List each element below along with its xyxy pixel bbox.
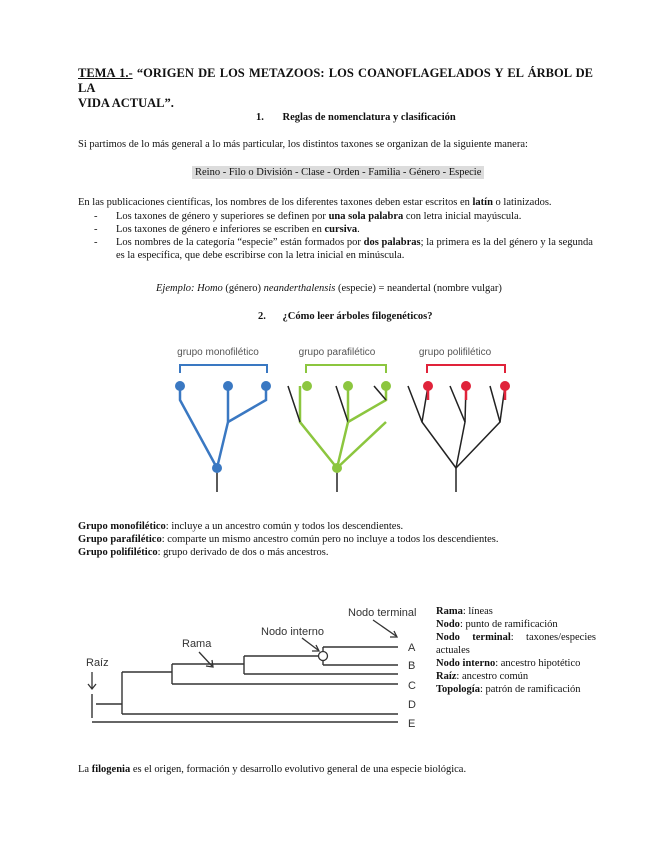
- example-rest: (especie) = neandertal (nombre vulgar): [335, 283, 502, 294]
- bullet-text: con letra inicial mayúscula.: [403, 211, 522, 222]
- internal-node-marker: [319, 652, 328, 661]
- title-line1: “ORIGEN DE LOS METAZOOS: LOS COANOFLAGELADOS Y EL ÁRBOL DE LA: [78, 66, 593, 95]
- poly-bracket: [427, 365, 505, 373]
- definition-text: : comparte un mismo ancestro común pero no incluye a todos los descendientes.: [161, 534, 499, 545]
- legend-text: : patrón de ramificación: [479, 684, 581, 695]
- section2-number: 2.: [258, 311, 266, 322]
- list-item: [78, 210, 593, 223]
- taxon-e: E: [408, 718, 416, 730]
- cladogram-figure: [78, 600, 428, 730]
- phylo-groups-figure: [160, 340, 530, 500]
- legend-text: : líneas: [462, 606, 493, 617]
- legend-item: [436, 670, 596, 683]
- internal-node-label: Nodo interno: [261, 626, 324, 638]
- definition-item: [78, 520, 593, 533]
- legend-text: : taxones/especies actuales: [436, 632, 596, 656]
- legend-term: Nodo terminal: [436, 632, 511, 643]
- bullet-text: Los nombres de la categoría “especie” están formados por: [116, 237, 364, 248]
- section1-heading: [256, 112, 456, 123]
- bullet-bold: dos palabras: [363, 237, 421, 248]
- section1-number: 1.: [256, 112, 264, 123]
- para-label: grupo parafilético: [298, 347, 376, 358]
- bullet-text: Los taxones de género e inferiores se escriben en: [116, 224, 325, 235]
- phylogeny-definition: [78, 763, 593, 776]
- legend-item: [436, 631, 596, 657]
- poly-nodes: [423, 381, 510, 391]
- publications-paragraph: [78, 196, 593, 209]
- pub-text-b: o latinizados.: [492, 197, 552, 208]
- example-species: neanderthalensis: [263, 283, 336, 294]
- bullet-text: .: [357, 224, 360, 235]
- bullet-dash: -: [94, 224, 98, 235]
- definition-text: : incluye a un ancestro común y todos los descendientes.: [165, 521, 404, 532]
- mono-tree: [180, 386, 266, 492]
- list-item: [78, 236, 593, 262]
- legend-term: Raíz: [436, 671, 457, 682]
- definition-item: [78, 533, 593, 546]
- branch-label: Rama: [182, 638, 212, 650]
- mono-bracket: [180, 365, 267, 373]
- section2-heading: [258, 311, 432, 322]
- definition-term: Grupo parafilético: [78, 534, 162, 545]
- legend-term: Nodo interno: [436, 658, 496, 669]
- para-bracket: [306, 365, 386, 373]
- legend-term: Topología: [436, 684, 480, 695]
- pub-text-a: En las publicaciones científicas, los nombres de los diferentes taxones deben estar escritos en: [78, 197, 473, 208]
- definition-text: : grupo derivado de dos o más ancestros.: [157, 547, 329, 558]
- cladogram-arrows: [88, 620, 397, 689]
- hierarchy-text: Reino - Filo o División - Clase - Orden - Familia - Género - Especie: [192, 166, 484, 179]
- title-line2: VIDA ACTUAL”.: [78, 96, 174, 110]
- cladogram-branches: [92, 647, 398, 722]
- legend-text: : ancestro hipotético: [495, 658, 581, 669]
- footer-bold: filogenia: [91, 764, 131, 775]
- terminal-node-label: Nodo terminal: [348, 607, 417, 619]
- taxon-a: A: [408, 642, 416, 654]
- bullet-dash: -: [94, 211, 98, 222]
- mono-label: grupo monofilético: [177, 347, 259, 358]
- para-tree: [288, 386, 386, 492]
- root-label: Raíz: [86, 657, 109, 669]
- bullet-dash: -: [94, 237, 98, 248]
- section2-title: ¿Cómo leer árboles filogenéticos?: [282, 311, 433, 322]
- definition-item: [78, 546, 593, 559]
- legend-item: [436, 683, 596, 696]
- taxon-b: B: [408, 660, 416, 672]
- taxonomy-hierarchy: [192, 166, 484, 179]
- list-item: [78, 223, 593, 236]
- legend-term: Nodo: [436, 619, 460, 630]
- legend-term: Rama: [436, 606, 463, 617]
- mono-nodes: [175, 381, 271, 473]
- pub-text-bold: latín: [472, 197, 493, 208]
- legend-item: [436, 657, 596, 670]
- taxon-c: C: [408, 680, 416, 692]
- bullet-bold: una sola palabra: [328, 211, 404, 222]
- definition-term: Grupo polifilético: [78, 547, 158, 558]
- footer-text-b: es el origen, formación y desarrollo evolutivo general de una especie biológica.: [130, 764, 467, 775]
- example-line: [156, 282, 502, 295]
- bullet-text: Los taxones de género y superiores se definen por: [116, 211, 329, 222]
- cladogram-legend: [436, 605, 596, 696]
- legend-text: : ancestro común: [456, 671, 529, 682]
- taxon-d: D: [408, 699, 416, 711]
- rules-list: [78, 210, 593, 262]
- example-label: Ejemplo: Homo: [156, 283, 223, 294]
- example-genus: (género): [222, 283, 264, 294]
- bullet-text: ; la primera es la del género y la segunda es la específica, que debe escribirse con la letra inicial en minúscula.: [116, 237, 593, 261]
- legend-item: [436, 618, 596, 631]
- group-definitions: [78, 520, 593, 559]
- poly-tree: [408, 386, 505, 492]
- section1-title: Reglas de nomenclatura y clasificación: [282, 112, 456, 123]
- page-title: [78, 66, 593, 111]
- bullet-bold: cursiva: [324, 224, 358, 235]
- section1-intro: Si partimos de lo más general a lo más particular, los distintos taxones se organizan de la siguiente manera:: [78, 139, 528, 150]
- poly-label: grupo polifilético: [418, 347, 492, 358]
- title-prefix: TEMA 1.-: [78, 66, 133, 80]
- legend-text: : punto de ramificación: [459, 619, 558, 630]
- legend-item: [436, 605, 596, 618]
- footer-text-a: La: [78, 764, 92, 775]
- definition-term: Grupo monofilético: [78, 521, 166, 532]
